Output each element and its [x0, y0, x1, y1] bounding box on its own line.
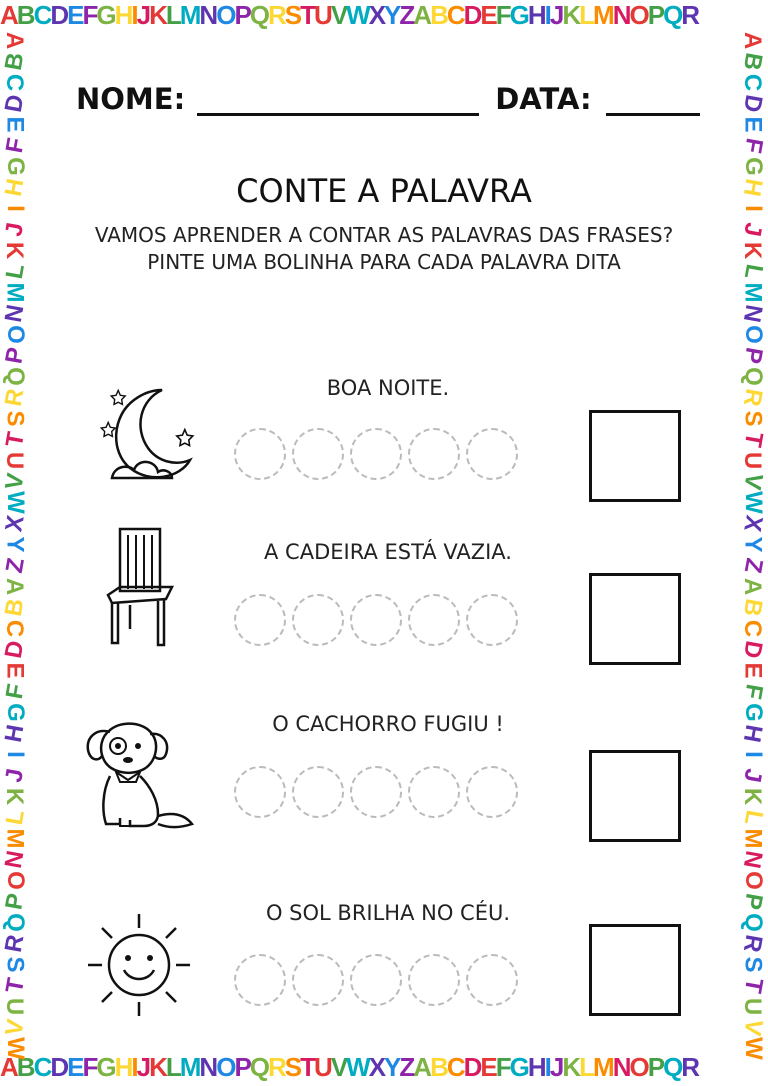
border-letter: F: [0, 681, 30, 702]
border-letter: I: [131, 2, 137, 30]
word-circle[interactable]: [466, 954, 518, 1006]
word-circle[interactable]: [466, 594, 518, 646]
border-letter: C: [1, 73, 29, 92]
border-letter: S: [739, 956, 767, 973]
border-letter: S: [284, 1054, 301, 1082]
sentence-3: O CACHORRO FUGIU !: [272, 712, 504, 736]
border-letter: Q: [663, 1054, 682, 1082]
border-letter: P: [0, 891, 30, 912]
date-label: DATA:: [495, 82, 592, 116]
border-letter: T: [738, 429, 768, 450]
word-circle[interactable]: [234, 594, 286, 646]
border-letter: E: [480, 1054, 496, 1082]
border-letter: K: [562, 2, 580, 30]
border-letter: B: [738, 50, 768, 73]
border-letter: B: [738, 596, 768, 619]
border-letter: S: [284, 2, 301, 30]
border-letter: C: [446, 1054, 464, 1082]
border-letter: M: [179, 2, 200, 30]
border-letter: K: [739, 787, 767, 806]
chair-icon: [100, 525, 180, 649]
alphabet-border-bottom: [0, 1054, 768, 1084]
sentence-4: O SOL BRILHA NO CÉU.: [265, 901, 511, 925]
border-letter: R: [268, 2, 285, 30]
border-letter: A: [1, 31, 29, 50]
border-letter: J: [738, 220, 768, 239]
border-letter: R: [681, 2, 699, 30]
border-letter: Y: [384, 1054, 400, 1082]
sentence-2: A CADEIRA ESTÁ VAZIA.: [264, 540, 512, 564]
border-letter: D: [738, 92, 768, 115]
border-letter: T: [738, 975, 768, 996]
border-letter: P: [738, 891, 768, 912]
border-letter: M: [739, 828, 767, 849]
border-letter: U: [1, 997, 29, 1016]
border-letter: F: [495, 2, 510, 30]
border-letter: E: [739, 116, 767, 133]
border-letter: J: [136, 1054, 150, 1082]
border-letter: H: [527, 1054, 545, 1082]
border-letter: A: [413, 1054, 431, 1082]
border-letter: X: [738, 513, 768, 534]
border-letter: B: [0, 596, 30, 619]
border-letter: V: [330, 1054, 347, 1082]
border-letter: O: [739, 325, 767, 344]
border-letter: O: [216, 1054, 235, 1082]
border-letter: H: [738, 176, 768, 199]
border-letter: C: [446, 2, 464, 30]
border-letter: R: [738, 932, 768, 955]
border-letter: V: [738, 1017, 768, 1038]
count-box-3[interactable]: [589, 750, 681, 842]
alphabet-border-top: [0, 2, 768, 32]
moon-stars-icon: [100, 386, 202, 486]
border-letter: Q: [739, 367, 767, 386]
border-letter: Y: [739, 536, 767, 553]
word-circle[interactable]: [466, 428, 518, 480]
border-letter: G: [96, 2, 115, 30]
border-letter: O: [629, 2, 648, 30]
border-letter: T: [0, 429, 30, 450]
border-letter: H: [738, 722, 768, 745]
border-letter: G: [96, 1054, 115, 1082]
border-letter: O: [739, 871, 767, 890]
border-letter: E: [1, 116, 29, 133]
word-circle[interactable]: [234, 766, 286, 818]
border-letter: T: [300, 2, 315, 30]
count-box-1[interactable]: [589, 410, 681, 502]
border-letter: G: [1, 703, 29, 722]
border-letter: D: [0, 92, 30, 115]
word-circle[interactable]: [350, 954, 402, 1006]
border-letter: M: [1, 828, 29, 849]
border-letter: V: [0, 1017, 30, 1038]
border-letter: E: [739, 662, 767, 679]
border-letter: C: [33, 2, 51, 30]
border-letter: L: [165, 2, 180, 30]
border-letter: J: [549, 1054, 563, 1082]
border-letter: B: [430, 2, 447, 30]
border-letter: V: [0, 471, 30, 492]
border-letter: A: [739, 577, 767, 596]
border-letter: L: [579, 2, 594, 30]
border-letter: W: [1, 491, 29, 514]
border-letter: Q: [1, 913, 29, 932]
border-letter: K: [739, 241, 767, 260]
border-letter: K: [1, 241, 29, 260]
border-letter: A: [0, 1054, 17, 1082]
border-letter: J: [549, 2, 563, 30]
border-letter: T: [300, 1054, 315, 1082]
date-field[interactable]: [606, 91, 700, 116]
border-letter: P: [234, 2, 250, 30]
border-letter: U: [739, 997, 767, 1016]
word-circle[interactable]: [350, 766, 402, 818]
border-letter: X: [368, 2, 385, 30]
border-letter: D: [463, 2, 481, 30]
border-letter: P: [647, 2, 664, 30]
border-letter: R: [0, 386, 30, 409]
word-circle[interactable]: [408, 594, 460, 646]
border-letter: W: [346, 2, 369, 30]
border-letter: D: [50, 1054, 68, 1082]
border-letter: N: [738, 302, 768, 325]
border-letter: F: [495, 1054, 510, 1082]
border-letter: M: [593, 1054, 613, 1082]
border-letter: E: [480, 2, 496, 30]
name-field[interactable]: [197, 91, 479, 116]
border-letter: S: [1, 956, 29, 973]
border-letter: V: [738, 471, 768, 492]
border-letter: H: [114, 1054, 132, 1082]
sun-icon: [84, 910, 194, 1020]
border-letter: I: [544, 2, 550, 30]
border-letter: K: [1, 787, 29, 806]
border-letter: F: [738, 135, 768, 156]
border-letter: L: [0, 807, 30, 828]
border-letter: S: [1, 410, 29, 427]
border-letter: I: [739, 751, 767, 758]
border-letter: Z: [738, 555, 768, 576]
count-box-4[interactable]: [589, 924, 681, 1016]
border-letter: D: [738, 638, 768, 661]
word-circle[interactable]: [292, 954, 344, 1006]
border-letter: C: [739, 73, 767, 92]
border-letter: N: [738, 848, 768, 871]
border-letter: D: [0, 638, 30, 661]
border-letter: O: [216, 2, 235, 30]
border-letter: I: [1, 205, 29, 212]
border-letter: T: [0, 975, 30, 996]
word-circles-4: [234, 954, 518, 1006]
border-letter: Q: [1, 367, 29, 386]
word-circle[interactable]: [466, 766, 518, 818]
border-letter: F: [738, 681, 768, 702]
border-letter: O: [629, 1054, 648, 1082]
border-letter: M: [593, 2, 613, 30]
word-circle[interactable]: [350, 594, 402, 646]
border-letter: U: [314, 1054, 331, 1082]
border-letter: R: [268, 1054, 285, 1082]
word-circles-3: [234, 766, 518, 818]
border-letter: L: [0, 261, 30, 282]
border-letter: M: [179, 1054, 200, 1082]
border-letter: X: [368, 1054, 385, 1082]
border-letter: K: [149, 2, 166, 30]
border-letter: G: [1, 157, 29, 176]
border-letter: O: [1, 325, 29, 344]
border-letter: P: [647, 1054, 664, 1082]
word-circle[interactable]: [408, 428, 460, 480]
border-letter: I: [1, 751, 29, 758]
border-letter: J: [738, 766, 768, 785]
border-letter: Z: [0, 555, 30, 576]
border-letter: N: [0, 848, 30, 871]
border-letter: L: [738, 261, 768, 282]
count-box-2[interactable]: [589, 573, 681, 665]
border-letter: J: [0, 220, 30, 239]
border-letter: L: [579, 1054, 594, 1082]
border-letter: Q: [249, 2, 269, 30]
word-circles-1: [234, 428, 518, 480]
header-line: [76, 80, 706, 116]
border-letter: U: [314, 2, 331, 30]
border-letter: H: [0, 722, 30, 745]
word-circle[interactable]: [292, 428, 344, 480]
border-letter: D: [50, 2, 68, 30]
border-letter: C: [739, 619, 767, 638]
border-letter: Z: [399, 1054, 414, 1082]
border-letter: U: [1, 451, 29, 470]
border-letter: G: [509, 1054, 528, 1082]
border-letter: W: [1, 1037, 29, 1060]
word-circles-2: [234, 594, 518, 646]
word-circle[interactable]: [234, 954, 286, 1006]
border-letter: D: [463, 1054, 481, 1082]
border-letter: F: [0, 135, 30, 156]
border-letter: N: [0, 302, 30, 325]
border-letter: I: [739, 205, 767, 212]
word-circle[interactable]: [408, 766, 460, 818]
border-letter: E: [67, 2, 83, 30]
border-letter: W: [346, 1054, 369, 1082]
border-letter: R: [0, 932, 30, 955]
border-letter: B: [16, 2, 34, 30]
border-letter: P: [738, 345, 768, 366]
dog-icon: [80, 720, 198, 832]
border-letter: G: [509, 2, 528, 30]
border-letter: A: [739, 31, 767, 50]
border-letter: A: [1, 577, 29, 596]
border-letter: S: [739, 410, 767, 427]
border-letter: B: [16, 1054, 34, 1082]
border-letter: L: [165, 1054, 180, 1082]
worksheet-instructions: VAMOS APRENDER A CONTAR AS PALAVRAS DAS FRASES? PINTE UMA BOLINHA PARA CADA PALAVRA DITA: [94, 223, 674, 274]
word-circle[interactable]: [234, 428, 286, 480]
border-letter: L: [738, 807, 768, 828]
border-letter: X: [0, 513, 30, 534]
border-letter: Q: [663, 2, 682, 30]
border-letter: F: [82, 1054, 97, 1082]
border-letter: C: [33, 1054, 51, 1082]
border-letter: H: [114, 2, 132, 30]
border-letter: A: [0, 2, 17, 30]
word-circle[interactable]: [408, 954, 460, 1006]
border-letter: I: [544, 1054, 550, 1082]
border-letter: H: [527, 2, 545, 30]
word-circle[interactable]: [350, 428, 402, 480]
border-letter: G: [739, 703, 767, 722]
border-letter: O: [1, 871, 29, 890]
border-letter: R: [681, 1054, 699, 1082]
border-letter: C: [1, 619, 29, 638]
border-letter: E: [1, 662, 29, 679]
border-letter: Q: [249, 1054, 269, 1082]
border-letter: K: [149, 1054, 166, 1082]
border-letter: E: [67, 1054, 83, 1082]
sentence-1: BOA NOITE.: [326, 376, 450, 400]
worksheet-title: CONTE A PALAVRA: [236, 172, 532, 210]
border-letter: Y: [384, 2, 400, 30]
border-letter: Q: [739, 913, 767, 932]
border-letter: Z: [399, 2, 414, 30]
border-letter: P: [0, 345, 30, 366]
border-letter: G: [739, 157, 767, 176]
border-letter: N: [199, 2, 217, 30]
border-letter: P: [234, 1054, 250, 1082]
border-letter: J: [0, 766, 30, 785]
border-letter: H: [0, 176, 30, 199]
border-letter: W: [739, 1037, 767, 1060]
word-circle[interactable]: [292, 594, 344, 646]
word-circle[interactable]: [292, 766, 344, 818]
border-letter: M: [1, 282, 29, 303]
border-letter: I: [131, 1054, 137, 1082]
name-label: NOME:: [76, 82, 186, 116]
border-letter: U: [739, 451, 767, 470]
border-letter: J: [136, 2, 150, 30]
border-letter: Y: [1, 536, 29, 553]
border-letter: N: [199, 1054, 217, 1082]
border-letter: B: [430, 1054, 447, 1082]
border-letter: M: [739, 282, 767, 303]
border-letter: V: [330, 2, 347, 30]
border-letter: K: [562, 1054, 580, 1082]
border-letter: F: [82, 2, 97, 30]
border-letter: N: [612, 2, 630, 30]
border-letter: N: [612, 1054, 630, 1082]
border-letter: B: [0, 50, 30, 73]
border-letter: R: [738, 386, 768, 409]
border-letter: W: [739, 491, 767, 514]
border-letter: A: [413, 2, 431, 30]
